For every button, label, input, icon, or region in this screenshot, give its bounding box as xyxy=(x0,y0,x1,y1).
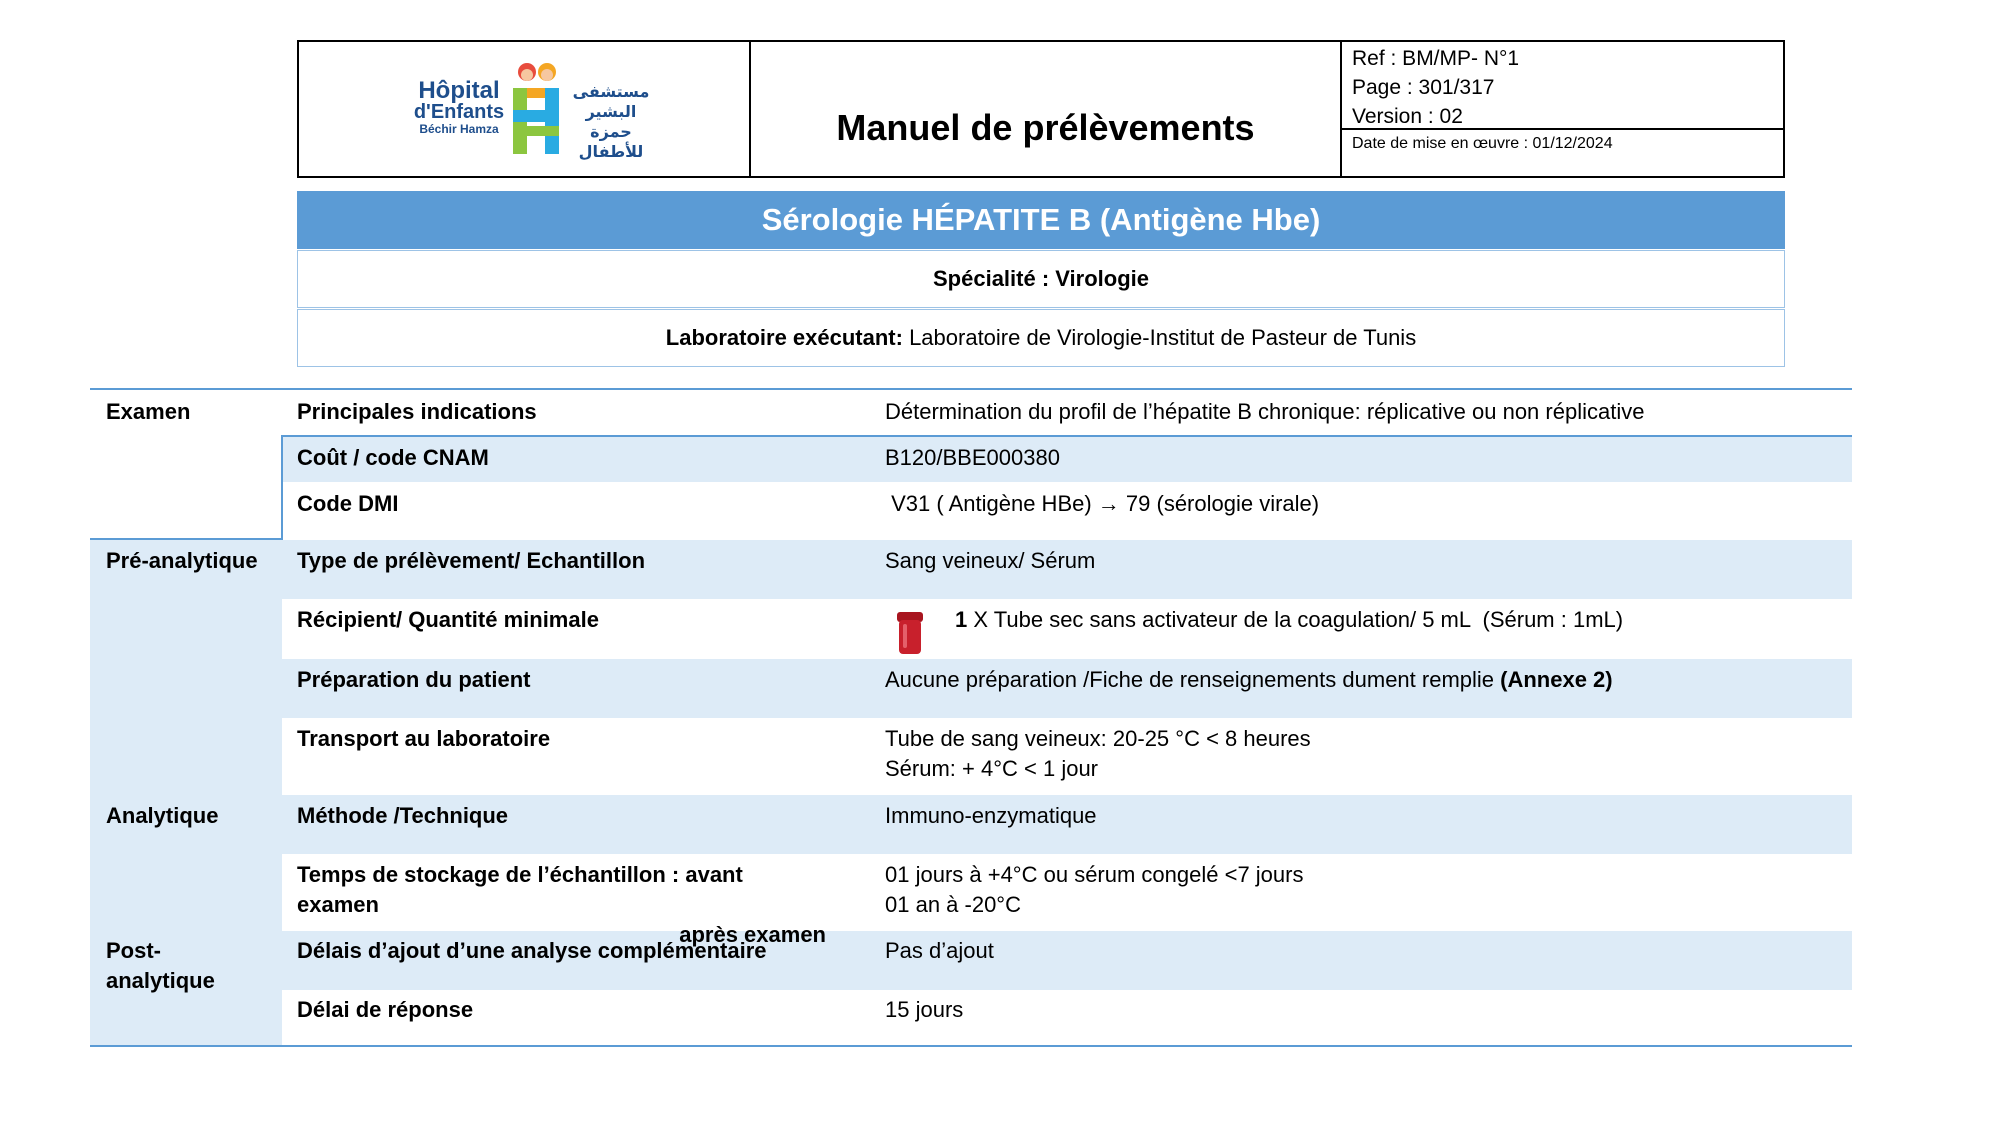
section-pre-analytique: Pré-analytique xyxy=(106,548,258,573)
method-label: Méthode /Technique xyxy=(297,803,509,828)
logo-french-text xyxy=(409,77,509,136)
column-rule xyxy=(281,435,283,539)
logo-text-line: d'Enfants xyxy=(413,101,505,123)
cost-label: Coût / code CNAM xyxy=(297,445,489,470)
storage-line: 01 an à -20°C xyxy=(885,892,1021,917)
dmi-label: Code DMI xyxy=(297,491,399,516)
page-text: Page : 301/317 xyxy=(1352,76,1495,99)
indications-label: Principales indications xyxy=(297,399,537,424)
preparation-value xyxy=(885,665,1613,695)
specialty-row xyxy=(297,250,1785,308)
transport-line: Sérum: + 4°C < 1 jour xyxy=(885,756,1099,781)
laboratory-value: Laboratoire de Virologie-Institut de Pasteur de Tunis xyxy=(902,325,1417,350)
test-title: Sérologie HÉPATITE B (Antigène Hbe) xyxy=(297,191,1785,249)
indications-value: Détermination du profil de l’hépatite B chronique: réplicative ou non réplicative xyxy=(885,399,1645,424)
specialty-text: Spécialité : Virologie xyxy=(933,266,1149,291)
storage-label-line: Temps de stockage de l’échantillon : avant examen xyxy=(297,862,743,917)
title-cell xyxy=(751,42,1342,176)
table-bottom-rule xyxy=(90,1045,1852,1047)
storage-label-line: après examen xyxy=(679,922,826,947)
add-test-delay-label: Délais d’ajout d’une analyse complémentaire xyxy=(297,938,767,963)
section-analytique: Analytique xyxy=(106,803,219,828)
table-top-rule xyxy=(90,388,1852,390)
storage-line: 01 jours à +4°C ou sérum congelé <7 jours xyxy=(885,862,1304,887)
sample-type-label: Type de prélèvement/ Echantillon xyxy=(297,548,646,573)
preparation-text: Aucune préparation /Fiche de renseignements dument remplie xyxy=(885,667,1501,692)
logo-arabic-text xyxy=(567,82,655,162)
logo-text-line: البشير حمزة xyxy=(585,102,637,141)
logo-text-line: مستشفى xyxy=(572,82,650,101)
version-text: Version : 02 xyxy=(1352,105,1463,128)
storage-value xyxy=(885,860,1303,920)
sample-type-value: Sang veineux/ Sérum xyxy=(885,548,1096,573)
section-rule xyxy=(90,538,283,540)
transport-label: Transport au laboratoire xyxy=(297,726,551,751)
container-quantity: 1 xyxy=(955,607,968,632)
container-value xyxy=(955,605,1623,635)
transport-value xyxy=(885,724,1311,784)
meta-cell xyxy=(1342,42,1783,176)
section-post-analytique xyxy=(106,936,215,996)
preparation-annex: (Annexe 2) xyxy=(1500,667,1613,692)
manual-title: Manuel de prélèvements xyxy=(836,107,1255,148)
exam-table xyxy=(90,388,1852,1047)
hospital-logo xyxy=(409,62,650,161)
laboratory-label: Laboratoire exécutant: xyxy=(665,325,903,350)
row-band xyxy=(282,437,1852,482)
container-description: X Tube sec sans activateur de la coagulation/ 5 mL (Sérum : 1mL) xyxy=(967,607,1624,632)
date-text: Date de mise en œuvre : 01/12/2024 xyxy=(1352,135,1613,152)
preparation-label: Préparation du patient xyxy=(297,667,531,692)
children-h-logo-icon xyxy=(505,62,565,158)
container-label: Récipient/ Quantité minimale xyxy=(297,607,599,632)
response-delay-value: 15 jours xyxy=(885,997,964,1022)
ref-text: Ref : BM/MP- N°1 xyxy=(1352,47,1520,70)
dmi-value: V31 ( Antigène HBe) → 79 (sérologie virale) xyxy=(885,491,1320,516)
logo-text-line: Béchir Hamza xyxy=(419,122,499,136)
section-examen: Examen xyxy=(106,399,191,424)
method-value: Immuno-enzymatique xyxy=(885,803,1097,828)
meta-info xyxy=(1342,42,1783,130)
red-tube-icon xyxy=(896,612,924,656)
cost-value: B120/BBE000380 xyxy=(885,445,1060,470)
add-test-delay-value: Pas d’ajout xyxy=(885,938,994,963)
logo-text-line: Hôpital xyxy=(418,77,500,104)
transport-line: Tube de sang veineux: 20-25 °C < 8 heures xyxy=(885,726,1311,751)
response-delay-label: Délai de réponse xyxy=(297,997,474,1022)
row-rule xyxy=(282,435,1852,437)
document-header xyxy=(297,40,1785,178)
section-text-line: Post- xyxy=(106,938,161,963)
section-text-line: analytique xyxy=(106,968,215,993)
laboratory-row xyxy=(297,309,1785,367)
logo-text-line: للأطفال xyxy=(578,142,644,161)
logo-cell xyxy=(299,42,751,176)
